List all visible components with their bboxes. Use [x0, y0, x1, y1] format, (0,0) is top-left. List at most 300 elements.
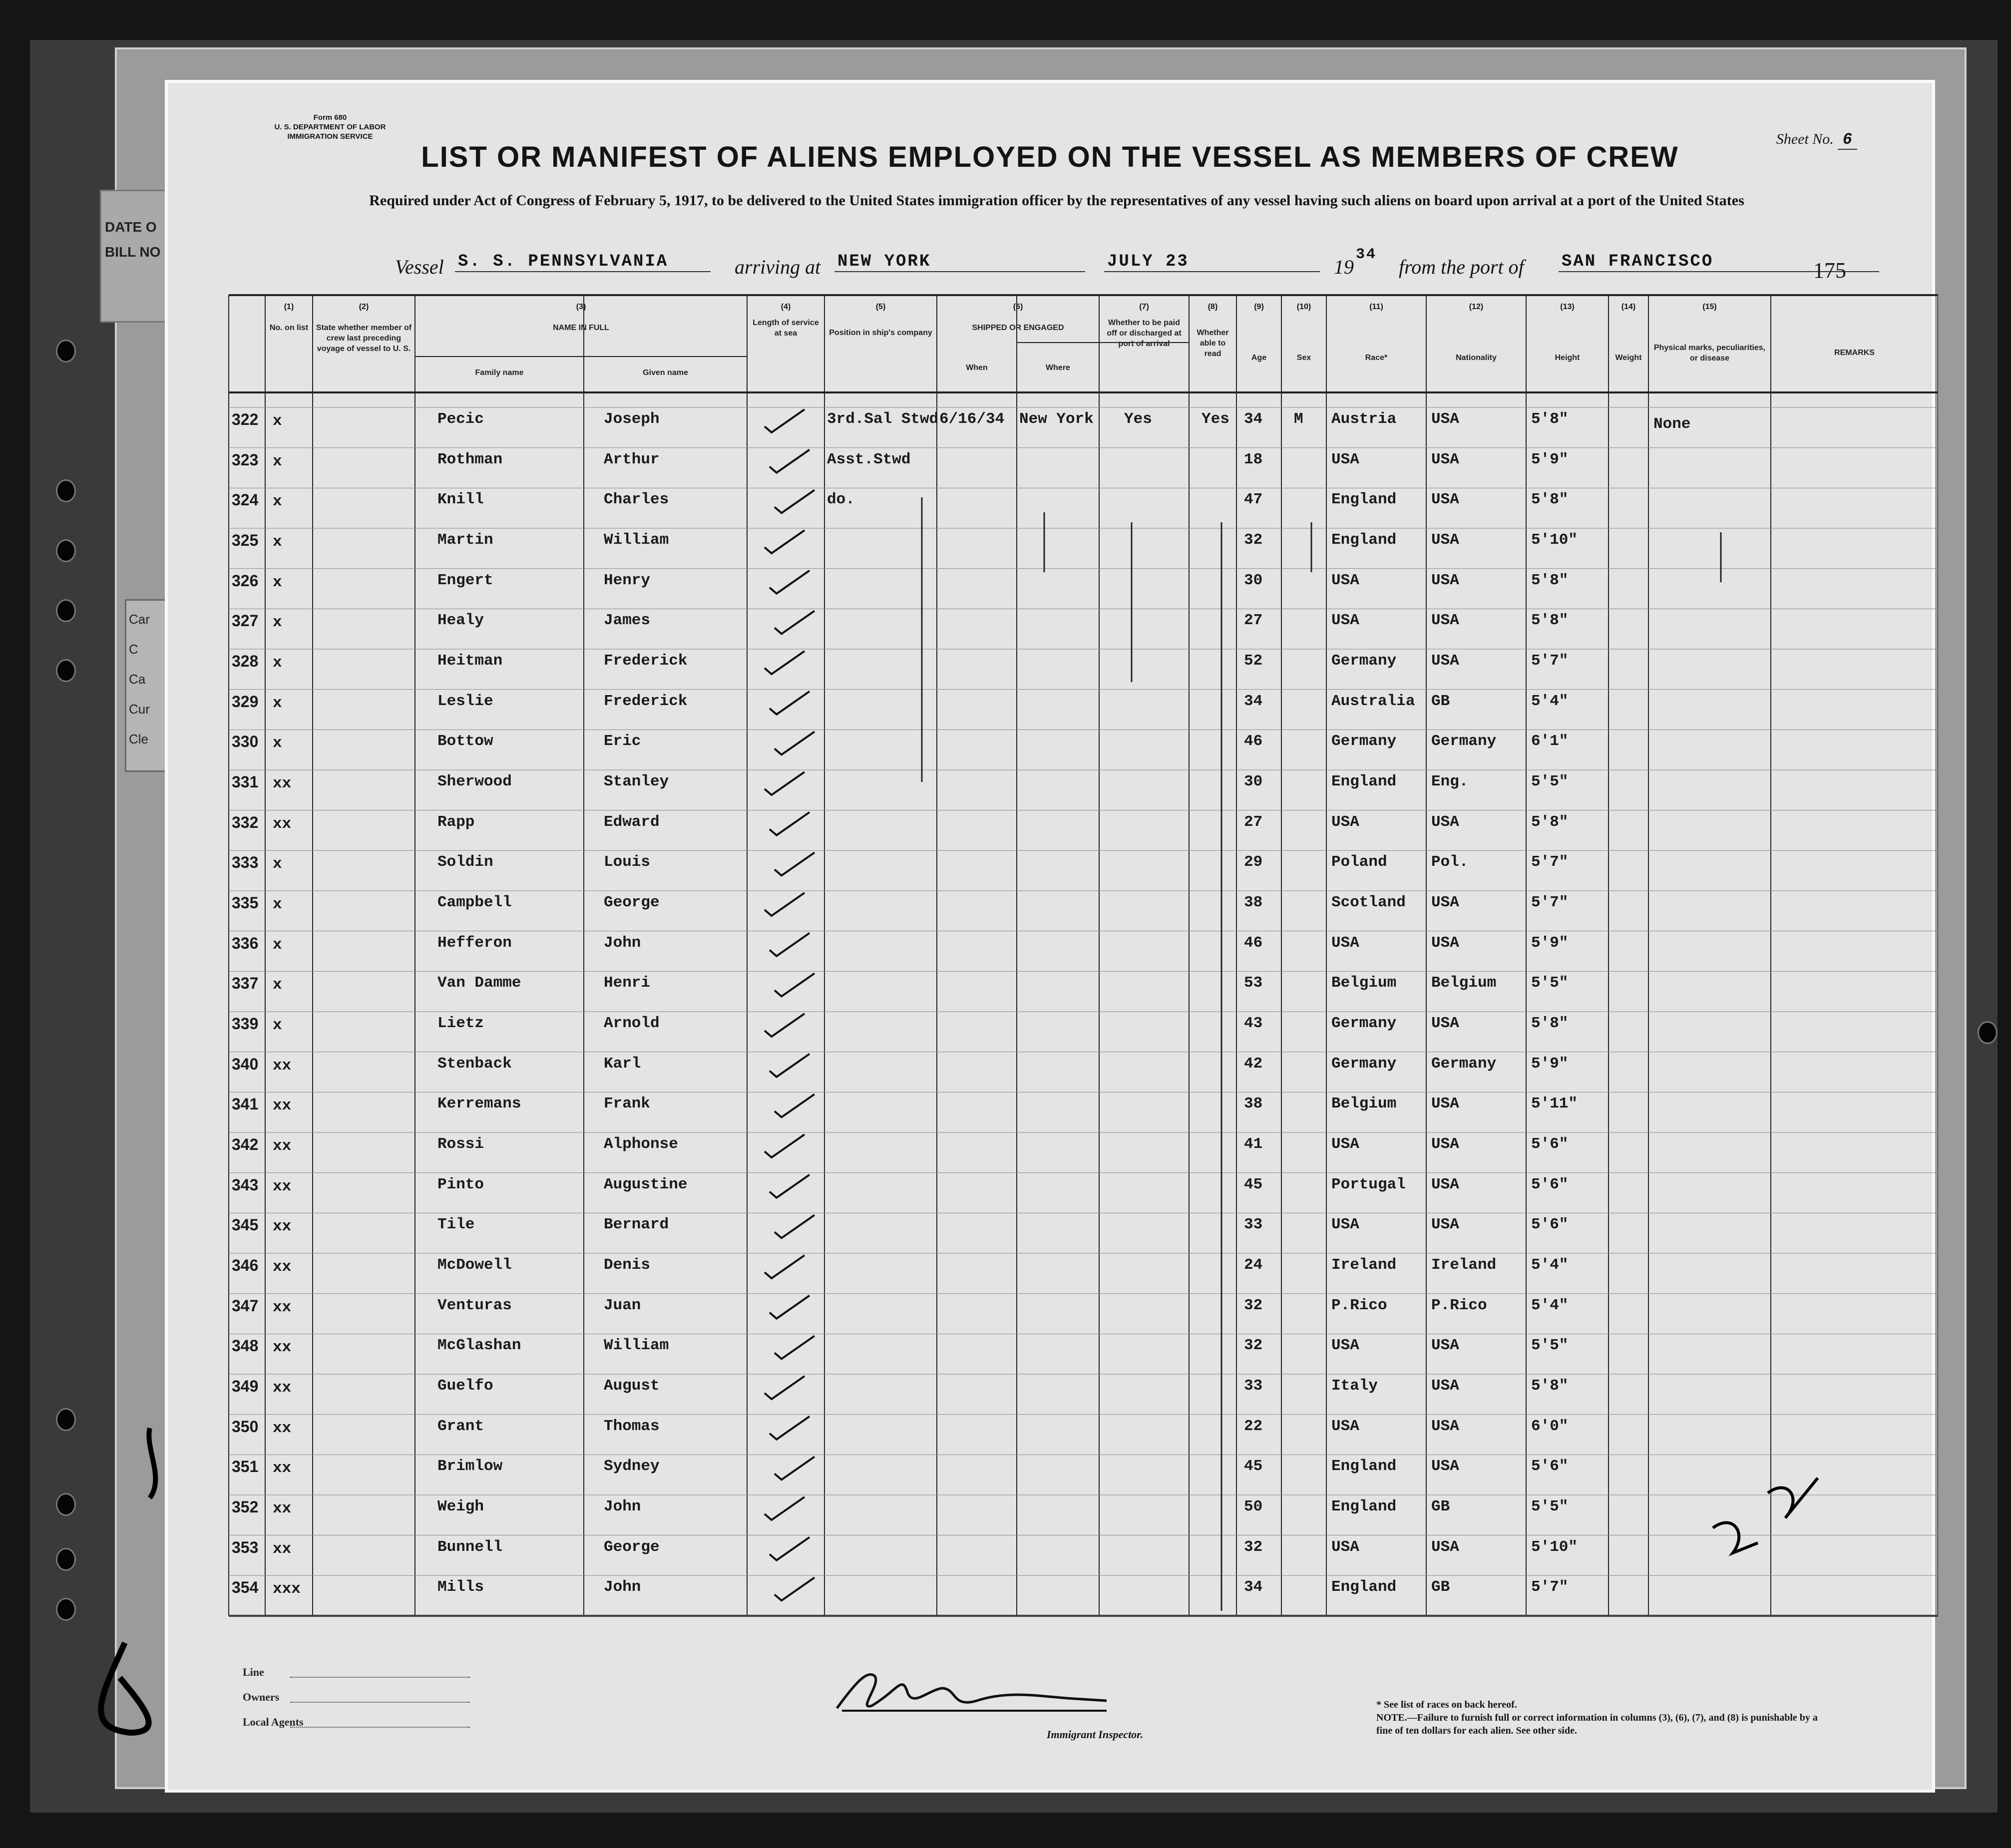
row-mark: xx	[273, 1419, 292, 1437]
column-header: Length of service at sea	[753, 319, 819, 338]
given-name: George	[604, 894, 660, 911]
given-name: John	[604, 1498, 641, 1515]
row-mark: x	[273, 694, 282, 712]
row-mark: xx	[273, 1137, 292, 1155]
age: 30	[1244, 571, 1263, 589]
row-mark: xx	[273, 775, 292, 792]
row-number: 331	[232, 773, 259, 791]
row-number: 327	[232, 612, 259, 630]
row-mark: xx	[273, 815, 292, 833]
row-mark: x	[273, 614, 282, 632]
age: 41	[1244, 1135, 1263, 1153]
stub-text: C	[129, 642, 138, 657]
family-name: Sherwood	[437, 773, 512, 790]
height: 5'6"	[1531, 1216, 1569, 1234]
nationality: GB	[1431, 692, 1450, 710]
column-number: (3)	[576, 303, 586, 311]
row-number: 328	[232, 652, 259, 670]
row-number: 349	[232, 1377, 259, 1395]
nationality: USA	[1431, 1458, 1459, 1476]
column-header: SHIPPED OR ENGAGED	[972, 324, 1064, 332]
family-name: Lietz	[437, 1015, 484, 1032]
nationality: USA	[1431, 612, 1459, 630]
nationality: USA	[1431, 1135, 1459, 1153]
height: 5'8"	[1531, 813, 1569, 831]
race: Portugal	[1331, 1175, 1406, 1193]
height: 5'4"	[1531, 692, 1569, 710]
given-name: John	[604, 934, 641, 952]
nationality: Eng.	[1431, 773, 1469, 790]
row-number: 341	[232, 1095, 259, 1113]
given-name: Alphonse	[604, 1135, 678, 1153]
row-number: 336	[232, 934, 259, 952]
given-name: Eric	[604, 733, 641, 750]
column-header: State whether member of crew last preceding voyage of vessel to U. S.	[316, 324, 412, 353]
age: 42	[1244, 1055, 1263, 1073]
given-name: August	[604, 1377, 660, 1395]
age: 53	[1244, 974, 1263, 992]
age: 24	[1244, 1256, 1263, 1274]
row-number: 350	[232, 1417, 259, 1436]
row-number: 325	[232, 531, 259, 549]
age: 33	[1244, 1216, 1263, 1234]
family-name: Rothman	[437, 450, 503, 468]
race: Germany	[1331, 1055, 1397, 1073]
race: Belgium	[1331, 1095, 1397, 1113]
given-name: Denis	[604, 1256, 651, 1274]
ship-position: Asst.Stwd	[827, 450, 911, 468]
family-name: Pecic	[437, 410, 484, 428]
height: 5'5"	[1531, 1337, 1569, 1355]
age: 32	[1244, 1538, 1263, 1556]
stub-text: Cur	[129, 702, 150, 717]
height: 5'4"	[1531, 1256, 1569, 1274]
height: 5'11"	[1531, 1095, 1578, 1113]
age: 33	[1244, 1377, 1263, 1395]
race: USA	[1331, 612, 1359, 630]
side-tab-label: DATE O BILL NO	[105, 219, 161, 260]
column-header: Family name	[475, 369, 524, 377]
footer-note: * See list of races on back hereof. NOTE.—Failure to furnish full or correct information in columns (3), (6), (7), and (8) is punishable by a fine of ten dollars for each alien. See other side.	[1376, 1699, 1818, 1736]
given-name: Arthur	[604, 450, 660, 468]
column-number: (4)	[781, 303, 791, 311]
nationality: Germany	[1431, 1055, 1497, 1073]
nationality: USA	[1431, 652, 1459, 670]
column-number: (15)	[1702, 303, 1717, 311]
given-name: Arnold	[604, 1015, 660, 1032]
column-header: Whether able to read	[1197, 329, 1229, 358]
nationality: USA	[1431, 1095, 1459, 1113]
row-mark: x	[273, 1017, 282, 1034]
age: 27	[1244, 813, 1263, 831]
family-name: Heitman	[437, 652, 503, 670]
row-mark: xx	[273, 1540, 292, 1558]
page-subtitle: Required under Act of Congress of February 5, 1917, to be delivered to the United States immigration officer by the representatives of any vessel having such aliens on board upon arrival at a port of the United States	[369, 192, 1744, 209]
race: USA	[1331, 1135, 1359, 1153]
column-header: Position in ship's company	[829, 329, 932, 337]
ship-position: do.	[827, 491, 855, 509]
age: 46	[1244, 934, 1263, 952]
race: England	[1331, 531, 1397, 549]
row-number: 337	[232, 974, 259, 993]
column-header: Whether to be paid off or discharged at port of arrival	[1107, 319, 1182, 348]
race: USA	[1331, 934, 1359, 952]
row-number: 324	[232, 491, 259, 509]
height: 6'1"	[1531, 733, 1569, 750]
height: 5'5"	[1531, 1498, 1569, 1515]
height: 5'7"	[1531, 894, 1569, 911]
page-title: LIST OR MANIFEST OF ALIENS EMPLOYED ON THE VESSEL AS MEMBERS OF CREW	[421, 141, 1679, 173]
family-name: Engert	[437, 571, 493, 589]
nationality: Germany	[1431, 733, 1497, 750]
family-name: Hefferon	[437, 934, 512, 952]
race: Poland	[1331, 853, 1387, 871]
row-mark: x	[273, 654, 282, 672]
given-name: Bernard	[604, 1216, 669, 1234]
nationality: USA	[1431, 450, 1459, 468]
family-name: Rossi	[437, 1135, 484, 1153]
row-number: 347	[232, 1296, 259, 1315]
family-name: Van Damme	[437, 974, 521, 992]
year-suffix: 34	[1356, 246, 1377, 263]
height: 5'7"	[1531, 1578, 1569, 1596]
height: 5'9"	[1531, 1055, 1569, 1073]
height: 5'8"	[1531, 571, 1569, 589]
race: Germany	[1331, 652, 1397, 670]
age: 29	[1244, 853, 1263, 871]
stub-text: Car	[129, 612, 150, 627]
inspector-label: Immigrant Inspector.	[1047, 1728, 1144, 1741]
family-name: Grant	[437, 1417, 484, 1435]
row-number: 330	[232, 733, 259, 751]
row-mark: x	[273, 855, 282, 873]
engaged-place: New York	[1019, 410, 1094, 428]
given-name: James	[604, 612, 651, 630]
row-mark: x	[273, 976, 282, 994]
nationality: GB	[1431, 1498, 1450, 1515]
family-name: Weigh	[437, 1498, 484, 1515]
row-mark: x	[273, 896, 282, 913]
age: 30	[1244, 773, 1263, 790]
row-mark: x	[273, 493, 282, 511]
column-header: Physical marks, peculiarities, or disease	[1653, 344, 1766, 363]
given-name: Louis	[604, 853, 651, 871]
row-mark: xx	[273, 1097, 292, 1115]
row-number: 354	[232, 1578, 259, 1597]
given-name: Henry	[604, 571, 651, 589]
age: 45	[1244, 1458, 1263, 1476]
race: Italy	[1331, 1377, 1378, 1395]
column-header: When	[966, 364, 988, 372]
family-name: Rapp	[437, 813, 475, 831]
age: 38	[1244, 1095, 1263, 1113]
age: 32	[1244, 531, 1263, 549]
height: 5'10"	[1531, 531, 1578, 549]
column-number: (5)	[875, 303, 886, 311]
column-number: (8)	[1207, 303, 1218, 311]
family-name: Venturas	[437, 1296, 512, 1314]
row-number: 322	[232, 410, 259, 428]
family-name: Bunnell	[437, 1538, 503, 1556]
age: 34	[1244, 1578, 1263, 1596]
nationality: GB	[1431, 1578, 1450, 1596]
race: USA	[1331, 1216, 1359, 1234]
row-mark: xx	[273, 1339, 292, 1357]
stub-text: Ca	[129, 672, 146, 687]
age: 32	[1244, 1296, 1263, 1314]
column-number: (14)	[1621, 303, 1636, 311]
nationality: USA	[1431, 1175, 1459, 1193]
row-mark: x	[273, 573, 282, 591]
year-prefix: 19	[1334, 256, 1354, 278]
column-header: Where	[1046, 364, 1070, 372]
column-header: Nationality	[1456, 354, 1497, 362]
height: 5'8"	[1531, 410, 1569, 428]
nationality: USA	[1431, 571, 1459, 589]
able-to-read: Yes	[1202, 410, 1229, 428]
race: Germany	[1331, 733, 1397, 750]
row-mark: xx	[273, 1218, 292, 1236]
nationality: USA	[1431, 813, 1459, 831]
race: Scotland	[1331, 894, 1406, 911]
agents-label: Local Agents	[243, 1716, 304, 1728]
height: 5'9"	[1531, 934, 1569, 952]
height: 5'5"	[1531, 773, 1569, 790]
column-header: No. on list	[269, 324, 309, 332]
departure-port: SAN FRANCISCO	[1559, 252, 1879, 272]
race: England	[1331, 1498, 1397, 1515]
arrival-date: JULY 23	[1104, 252, 1320, 272]
row-number: 346	[232, 1256, 259, 1274]
family-name: Knill	[437, 491, 484, 509]
given-name: Juan	[604, 1296, 641, 1314]
row-mark: xx	[273, 1298, 292, 1316]
given-name: Stanley	[604, 773, 669, 790]
row-number: 332	[232, 813, 259, 831]
race: England	[1331, 491, 1397, 509]
race: England	[1331, 1578, 1397, 1596]
form-identifier: Form 680 U. S. DEPARTMENT OF LABOR IMMIGRATION SERVICE	[274, 113, 386, 141]
row-mark: xx	[273, 1057, 292, 1075]
age: 34	[1244, 692, 1263, 710]
column-number: (11)	[1369, 303, 1383, 311]
family-name: Mills	[437, 1578, 484, 1596]
given-name: Sydney	[604, 1458, 660, 1476]
arriving-label: arriving at	[735, 256, 821, 278]
column-number: (13)	[1560, 303, 1575, 311]
given-name: Joseph	[604, 410, 660, 428]
column-number: (10)	[1296, 303, 1311, 311]
row-mark: xx	[273, 1500, 292, 1517]
row-number: 329	[232, 692, 259, 711]
race: P.Rico	[1331, 1296, 1387, 1314]
race: Australia	[1331, 692, 1415, 710]
height: 5'8"	[1531, 1377, 1569, 1395]
row-number: 348	[232, 1337, 259, 1355]
race: England	[1331, 1458, 1397, 1476]
column-header: Weight	[1615, 354, 1642, 362]
nationality: USA	[1431, 1538, 1459, 1556]
nationality: USA	[1431, 1377, 1459, 1395]
engaged-date: 6/16/34	[939, 410, 1005, 428]
family-name: Tile	[437, 1216, 475, 1234]
height: 5'4"	[1531, 1296, 1569, 1314]
column-header: Race*	[1365, 354, 1388, 362]
age: 34	[1244, 410, 1263, 428]
column-number: (12)	[1469, 303, 1484, 311]
nationality: USA	[1431, 491, 1459, 509]
column-number: (1)	[284, 303, 294, 311]
row-mark: x	[273, 412, 282, 430]
column-number: (9)	[1254, 303, 1264, 311]
column-header: Height	[1555, 354, 1580, 362]
row-mark: xxx	[273, 1580, 301, 1598]
age: 27	[1244, 612, 1263, 630]
column-header: Sex	[1296, 354, 1311, 362]
nationality: USA	[1431, 1015, 1459, 1032]
given-name: Frederick	[604, 652, 688, 670]
nationality: USA	[1431, 531, 1459, 549]
race: USA	[1331, 1538, 1359, 1556]
race: USA	[1331, 813, 1359, 831]
given-name: Frederick	[604, 692, 688, 710]
row-mark: xx	[273, 1460, 292, 1478]
row-number: 335	[232, 894, 259, 912]
family-name: Pinto	[437, 1175, 484, 1193]
height: 5'5"	[1531, 974, 1569, 992]
given-name: William	[604, 1337, 669, 1355]
row-mark: xx	[273, 1177, 292, 1195]
family-name: Brimlow	[437, 1458, 503, 1476]
family-name: McDowell	[437, 1256, 512, 1274]
physical-marks: None	[1653, 415, 1691, 433]
family-name: Healy	[437, 612, 484, 630]
column-header: Age	[1251, 354, 1267, 362]
age: 32	[1244, 1337, 1263, 1355]
height: 5'6"	[1531, 1135, 1569, 1153]
row-mark: xx	[273, 1258, 292, 1276]
age: 45	[1244, 1175, 1263, 1193]
given-name: Augustine	[604, 1175, 688, 1193]
column-number: (2)	[359, 303, 369, 311]
row-mark: x	[273, 452, 282, 470]
given-name: George	[604, 1538, 660, 1556]
family-name: Guelfo	[437, 1377, 493, 1395]
row-number: 345	[232, 1216, 259, 1234]
sex: M	[1294, 410, 1303, 428]
height: 5'10"	[1531, 1538, 1578, 1556]
height: 5'6"	[1531, 1175, 1569, 1193]
row-mark: x	[273, 735, 282, 752]
family-name: Martin	[437, 531, 493, 549]
nationality: USA	[1431, 934, 1459, 952]
stub-text: Cle	[129, 732, 149, 746]
arrival-port: NEW YORK	[834, 252, 1085, 272]
age: 22	[1244, 1417, 1263, 1435]
row-number: 339	[232, 1015, 259, 1033]
given-name: William	[604, 531, 669, 549]
family-name: Stenback	[437, 1055, 512, 1073]
race: Belgium	[1331, 974, 1397, 992]
age: 43	[1244, 1015, 1263, 1032]
family-name: Leslie	[437, 692, 493, 710]
given-name: Karl	[604, 1055, 641, 1073]
age: 52	[1244, 652, 1263, 670]
owners-label: Owners	[243, 1691, 280, 1703]
column-number: (7)	[1139, 303, 1149, 311]
height: 6'0"	[1531, 1417, 1569, 1435]
age: 18	[1244, 450, 1263, 468]
row-number: 342	[232, 1135, 259, 1153]
given-name: John	[604, 1578, 641, 1596]
row-number: 340	[232, 1055, 259, 1073]
age: 46	[1244, 733, 1263, 750]
family-name: Campbell	[437, 894, 512, 911]
race: USA	[1331, 571, 1359, 589]
height: 5'7"	[1531, 853, 1569, 871]
race: England	[1331, 773, 1397, 790]
family-name: Kerremans	[437, 1095, 521, 1113]
height: 5'8"	[1531, 612, 1569, 630]
nationality: Ireland	[1431, 1256, 1497, 1274]
row-mark: x	[273, 533, 282, 551]
nationality: Pol.	[1431, 853, 1469, 871]
from-port-label: from the port of	[1399, 256, 1524, 278]
row-mark: x	[273, 936, 282, 954]
height: 5'7"	[1531, 652, 1569, 670]
vessel-label: Vessel	[395, 256, 444, 278]
race: USA	[1331, 1337, 1359, 1355]
given-name: Charles	[604, 491, 669, 509]
page-number: 175	[1813, 258, 1846, 283]
nationality: USA	[1431, 1216, 1459, 1234]
row-number: 343	[232, 1175, 259, 1194]
given-name: Henri	[604, 974, 651, 992]
column-header: Given name	[643, 369, 688, 377]
height: 5'6"	[1531, 1458, 1569, 1476]
age: 50	[1244, 1498, 1263, 1515]
nationality: P.Rico	[1431, 1296, 1487, 1314]
race: USA	[1331, 1417, 1359, 1435]
race: Germany	[1331, 1015, 1397, 1032]
height: 5'9"	[1531, 450, 1569, 468]
column-header: NAME IN FULL	[553, 324, 609, 332]
row-number: 333	[232, 853, 259, 872]
given-name: Edward	[604, 813, 660, 831]
family-name: Bottow	[437, 733, 493, 750]
row-number: 326	[232, 571, 259, 590]
sheet-number: Sheet No. 6	[1776, 130, 1857, 149]
family-name: McGlashan	[437, 1337, 521, 1355]
nationality: USA	[1431, 894, 1459, 911]
given-name: Thomas	[604, 1417, 660, 1435]
nationality: USA	[1431, 410, 1459, 428]
nationality: Belgium	[1431, 974, 1497, 992]
age: 38	[1244, 894, 1263, 911]
row-number: 323	[232, 450, 259, 469]
height: 5'8"	[1531, 1015, 1569, 1032]
line-label: Line	[243, 1666, 264, 1678]
nationality: USA	[1431, 1417, 1459, 1435]
race: Ireland	[1331, 1256, 1397, 1274]
column-header: REMARKS	[1834, 349, 1875, 357]
paid-off: Yes	[1124, 410, 1152, 428]
row-mark: xx	[273, 1379, 292, 1397]
column-number: (6)	[1013, 303, 1023, 311]
row-number: 352	[232, 1498, 259, 1516]
height: 5'8"	[1531, 491, 1569, 509]
race: Austria	[1331, 410, 1397, 428]
